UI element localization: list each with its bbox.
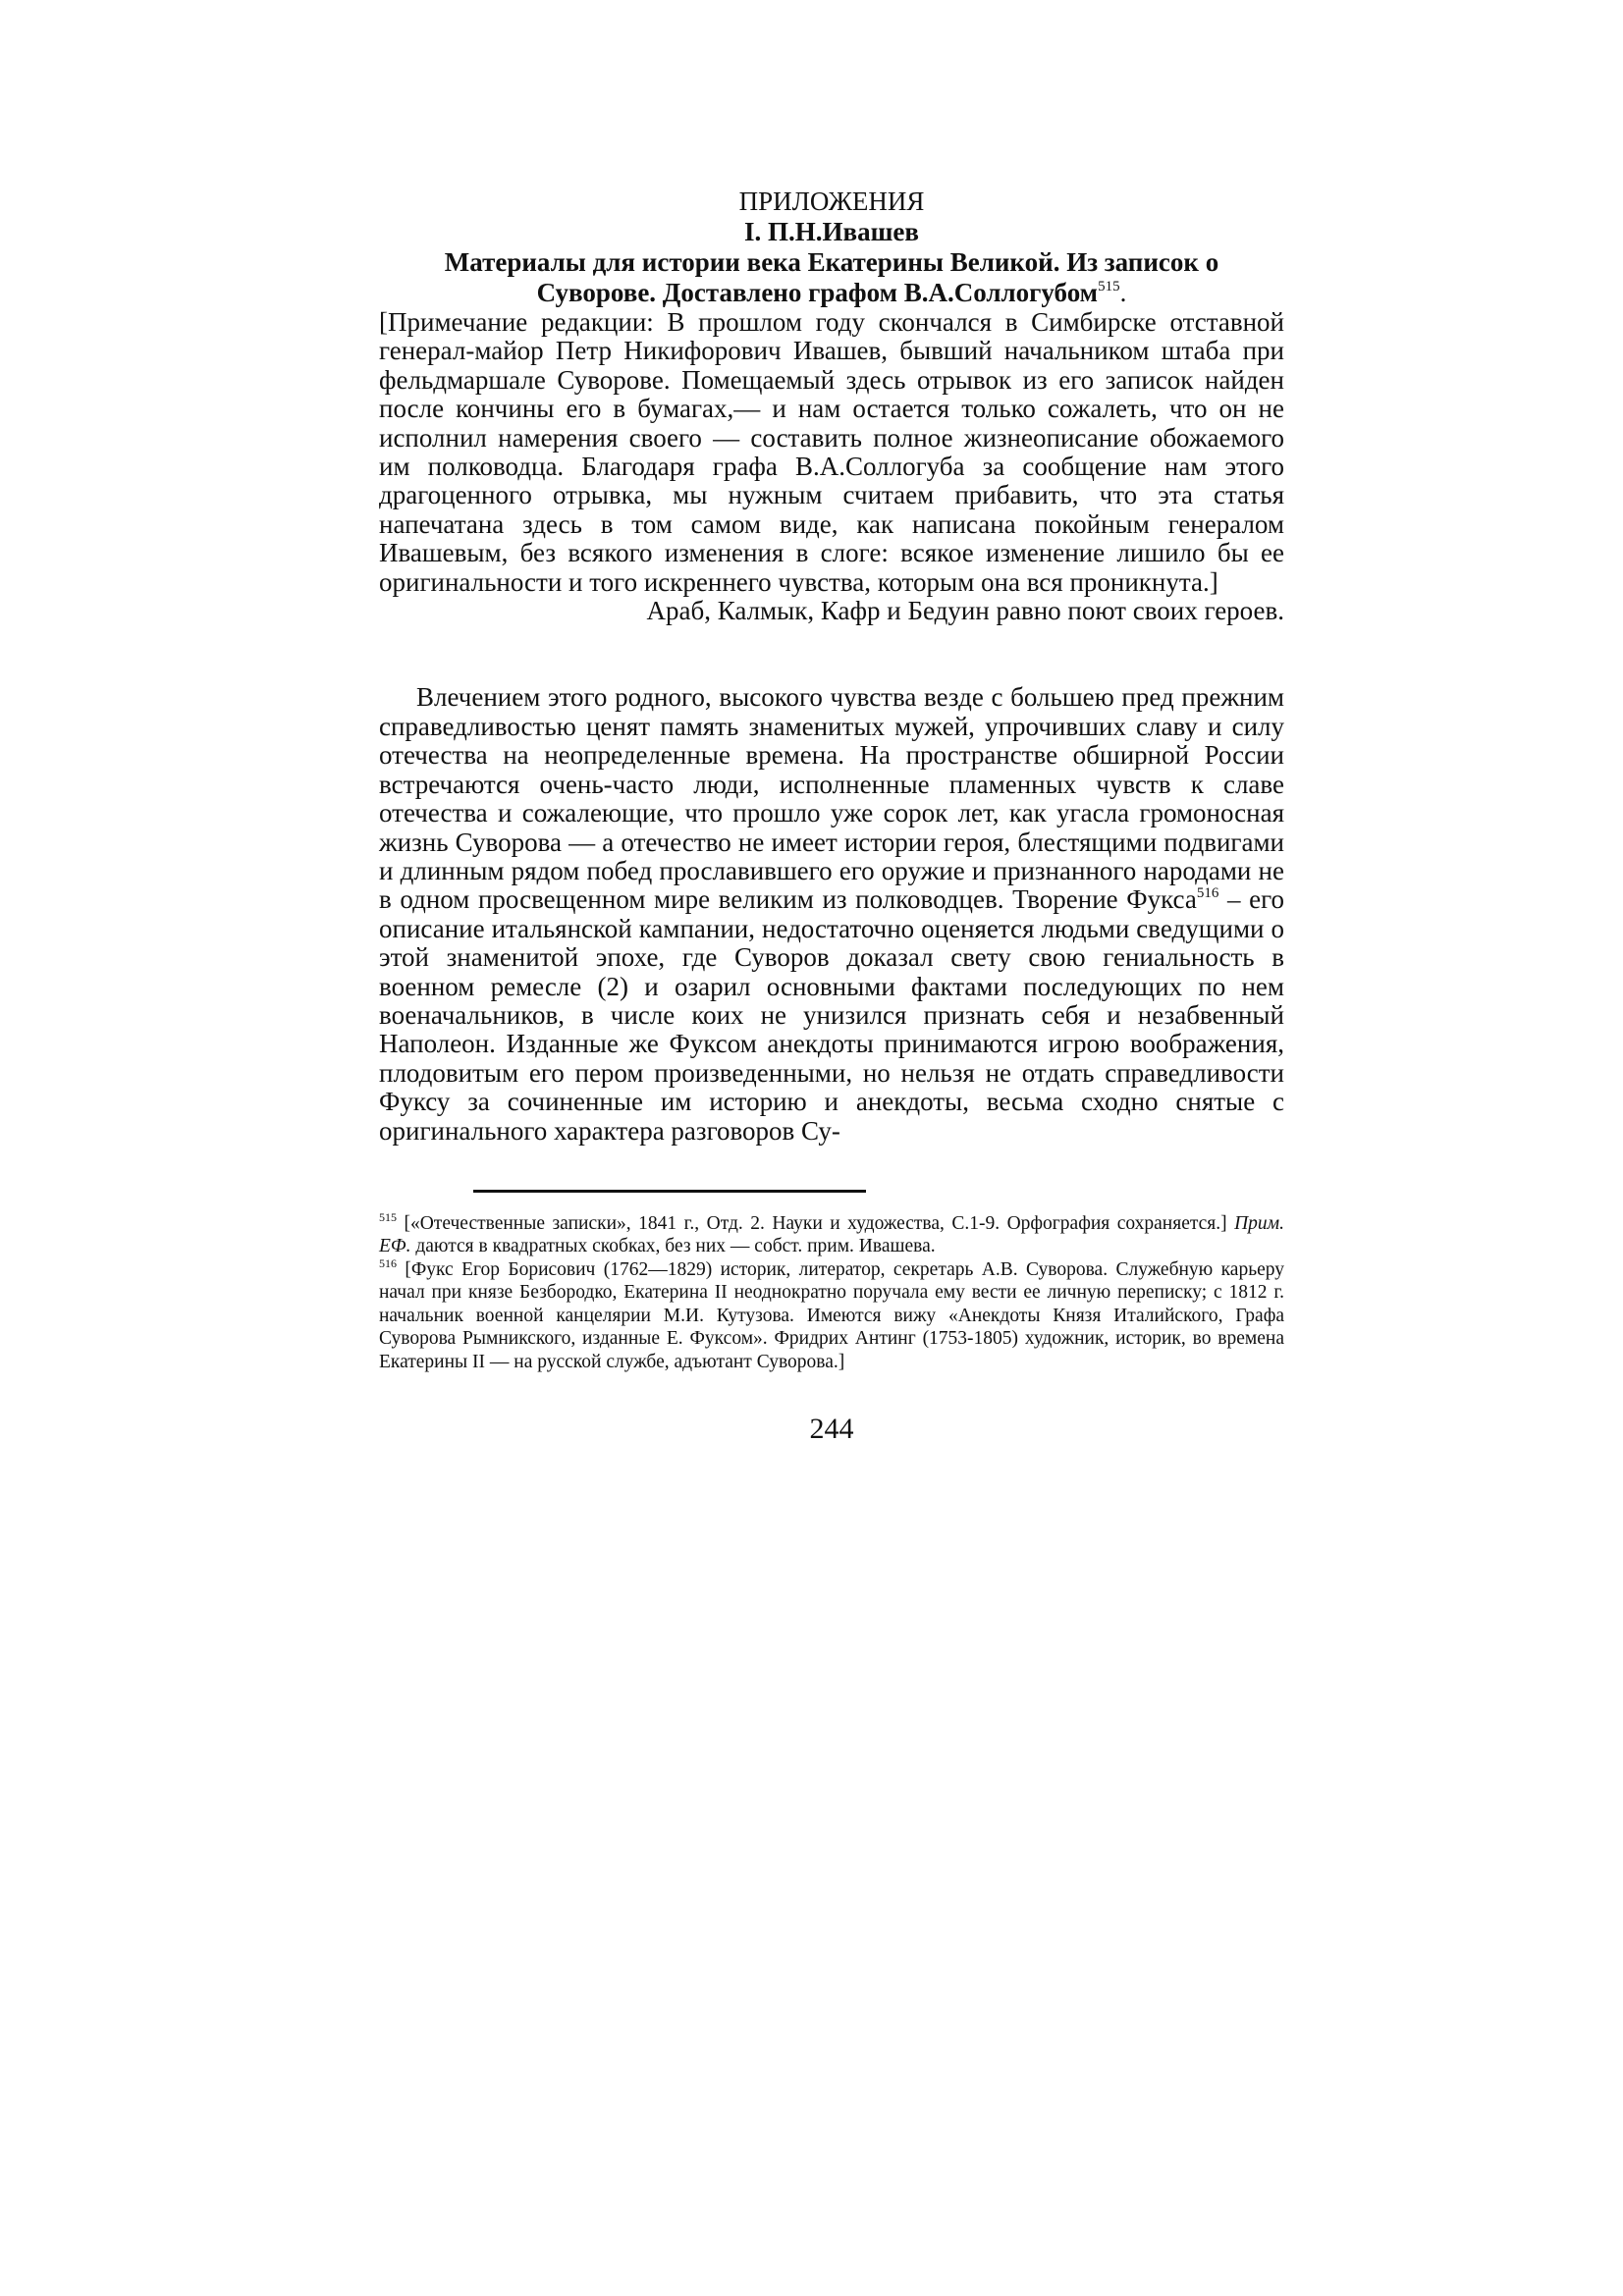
footnote-text: [«Отечественные записки», 1841 г., Отд. 2. Науки и художества, С.1-9. Орфография сохраняется.]: [397, 1212, 1235, 1234]
footnote-number: 516: [379, 1255, 397, 1270]
author-heading: I. П.Н.Ивашев: [744, 217, 919, 246]
article-title: [379, 247, 1284, 308]
page-number: 244: [809, 1413, 854, 1446]
footnote-text-end: даются в квадратных скобках, без них — собст. прим. Ивашева.: [410, 1236, 936, 1257]
footnote-number: 515: [379, 1209, 397, 1224]
section-heading: ПРИЛОЖЕНИЯ: [738, 187, 925, 216]
editor-note-paragraph: [Примечание редакции: В прошлом году скончался в Симбирске отставной генерал-майор Петр Никифорович Ивашев, бывший начальником штаба при фельдмаршале Суворове. Помещаемый здесь отрывок из его записок найден после кончины его в бумагах,— и нам остается только сожалеть, что он не исполнил намерения своего — составить полное жизнеописание обожаемого им полководца. Благодаря графа В.А.Соллогуба за сообщение нам этого драгоценного отрывка, мы нужным считаем прибавить, что эта статья напечатана здесь в том самом виде, как написана покойным генералом Ивашевым, без всякого изменения в слоге: всякое изменение лишило бы ее оригинальности и того искреннего чувства, которым она вся проникнута.]: [379, 307, 1284, 597]
epigraph: Араб, Калмык, Кафр и Бедуин равно поют своих героев.: [646, 596, 1284, 626]
footnote-ref-515[interactable]: 515: [1098, 279, 1120, 294]
main-text-part-1: Влечением этого родного, высокого чувства везде с большею пред прежним справедливостью ценят память знаменитых мужей, упрочивших славу и силу отечества на неопределенные времена. На пространстве обширной России встречаются очень-часто люди, исполненные пламенных чувств к славе отечества и сожалеющие, что прошло уже сорок лет, как угасла громоносная жизнь Суворова — а отечество не имеет истории героя, блестящими подвигами и длинным рядом побед прославившего его оружие и признанного народами не в одном просвещенном мире великим из полководцев. Творение Фукса: [379, 682, 1284, 915]
footnote-divider: [473, 1190, 866, 1193]
title-line-2: Суворове. Доставлено графом В.А.Соллогубом: [536, 278, 1099, 307]
title-line-1: Материалы для истории века Екатерины Великой. Из записок о: [444, 247, 1219, 277]
footnote-italic: Прим. ЕФ.: [379, 1212, 1284, 1257]
main-paragraph: [379, 683, 1284, 1146]
footnote-ref-516[interactable]: 516: [1196, 885, 1219, 902]
footnotes-section: [379, 1209, 1284, 1374]
title-period: .: [1119, 278, 1127, 307]
footnote-text: [Фукс Егор Борисович (1762—1829) историк, литератор, секретарь А.В. Суворова. Служебную карьеру начал при князе Безбородко, Екатерина II неоднократно поручала ему вести ее личную переписку; с 1812 г. начальник военной канцелярии М.И. Кутузова. Имеются вижу «Анекдоты Князя Италийского, Графа Суворова Рымникского, изданные Е. Фуксом». Фридрих Антинг (1753-1805) художник, историк, во времена Екатерины II — на русской службе, адъютант Суворова.]: [379, 1258, 1284, 1372]
footnote-516: [379, 1255, 1284, 1374]
main-text-part-2: – его описание итальянской кампании, недостаточно оценяется людьми сведущими о этой знаменитой эпохе, где Суворов доказал свету свою гениальность в военном ремесле (2) и озарил основными фактами последующих по нем военачальников, в числе коих не унизился признать себя и незабвенный Наполеон. Изданные же Фуксом анекдоты принимаются игрою воображения, плодовитым его пером произведенными, но нельзя не отдать справедливости Фуксу за сочиненные им историю и анекдоты, весьма сходно снятые с оригинального характера разговоров Су-: [379, 884, 1284, 1146]
footnote-515: [379, 1209, 1284, 1258]
document-page: [379, 187, 1284, 1446]
